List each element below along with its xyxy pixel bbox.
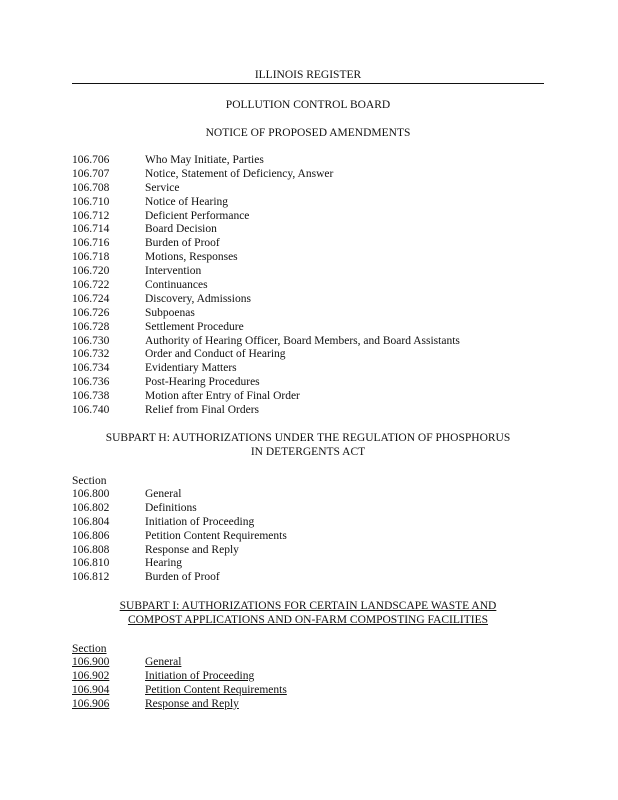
section-number: 106.722 <box>72 279 110 292</box>
section-number: 106.810 <box>72 557 110 570</box>
section-number: 106.726 <box>72 306 110 319</box>
section-title: Notice, Statement of Deficiency, Answer <box>145 167 334 180</box>
section-title: Initiation of Proceeding <box>145 669 255 682</box>
section-number: 106.804 <box>72 515 110 528</box>
section-row <box>72 210 544 224</box>
section-number: 106.802 <box>72 501 110 514</box>
section-title: Continuances <box>145 279 208 292</box>
section-row <box>72 698 544 712</box>
section-title: Definitions <box>145 501 197 514</box>
section-title: Evidentiary Matters <box>145 362 237 375</box>
section-number: 106.806 <box>72 529 110 542</box>
notice-title: NOTICE OF PROPOSED AMENDMENTS <box>205 127 411 139</box>
subpart-i-heading-line1: SUBPART I: AUTHORIZATIONS FOR CERTAIN LANDSCAPE WASTE AND <box>119 600 497 612</box>
section-row <box>72 684 544 698</box>
section-title: Authority of Hearing Officer, Board Members, and Board Assistants <box>145 334 460 347</box>
section-number: 106.730 <box>72 334 110 347</box>
subpart-i-heading-line2: COMPOST APPLICATIONS AND ON-FARM COMPOSTING FACILITIES <box>127 613 489 626</box>
section-row <box>72 168 544 182</box>
subpart-h-heading-line1: SUBPART H: AUTHORIZATIONS UNDER THE REGULATION OF PHOSPHORUS <box>105 432 511 444</box>
subpart-h-section-list <box>72 488 544 585</box>
section-row <box>72 544 544 558</box>
section-number: 106.714 <box>72 223 110 236</box>
section-title: Board Decision <box>145 223 217 236</box>
section-title: General <box>145 488 182 500</box>
section-number: 106.800 <box>72 488 110 500</box>
section-number: 106.902 <box>72 669 110 682</box>
section-row <box>72 279 544 293</box>
agency-name: POLLUTION CONTROL BOARD <box>225 99 391 111</box>
register-title: ILLINOIS REGISTER <box>72 68 544 84</box>
section-title: Relief from Final Orders <box>145 404 260 417</box>
section-row <box>72 390 544 404</box>
section-number: 106.707 <box>72 167 110 180</box>
section-row <box>72 196 544 210</box>
section-title: Response and Reply <box>145 697 239 710</box>
section-row <box>72 488 544 502</box>
section-row <box>72 502 544 516</box>
section-title: Subpoenas <box>145 306 195 319</box>
subpart-h-heading-line2: IN DETERGENTS ACT <box>250 445 366 458</box>
section-number: 106.708 <box>72 181 110 194</box>
section-row <box>72 335 544 349</box>
section-title: Notice of Hearing <box>145 195 229 208</box>
section-row <box>72 362 544 376</box>
section-title: Order and Conduct of Hearing <box>145 348 286 361</box>
subpart-i-heading <box>72 600 544 627</box>
section-row <box>72 516 544 530</box>
section-title: Intervention <box>145 265 202 278</box>
section-row <box>72 557 544 571</box>
subpart-h-section-label: Section <box>72 475 107 487</box>
section-title: Motions, Responses <box>145 251 238 264</box>
section-number: 106.740 <box>72 404 110 417</box>
section-row <box>72 293 544 307</box>
section-title: Burden of Proof <box>145 237 220 250</box>
section-number: 106.718 <box>72 251 110 264</box>
section-row <box>72 376 544 390</box>
section-number: 106.808 <box>72 543 110 556</box>
section-row <box>72 530 544 544</box>
section-number: 106.712 <box>72 209 110 222</box>
section-number: 106.812 <box>72 571 110 584</box>
section-row <box>72 223 544 237</box>
section-number: 106.738 <box>72 390 110 403</box>
section-number: 106.732 <box>72 348 110 361</box>
section-title: Petition Content Requirements <box>145 529 287 542</box>
section-row <box>72 265 544 279</box>
section-number: 106.736 <box>72 376 110 389</box>
section-row <box>72 404 544 418</box>
section-number: 106.904 <box>72 683 110 696</box>
section-row <box>72 656 544 670</box>
section-title: Service <box>145 181 180 194</box>
section-number: 106.728 <box>72 320 110 333</box>
section-row <box>72 571 544 585</box>
section-title: Deficient Performance <box>145 209 250 222</box>
section-row <box>72 251 544 265</box>
subpart-h-heading <box>72 432 544 459</box>
section-title: Hearing <box>145 557 183 570</box>
section-title: Discovery, Admissions <box>145 292 251 305</box>
section-number: 106.734 <box>72 362 110 375</box>
section-row <box>72 307 544 321</box>
section-title: Post-Hearing Procedures <box>145 376 260 389</box>
section-title: Who May Initiate, Parties <box>145 154 264 166</box>
section-row <box>72 321 544 335</box>
section-row <box>72 237 544 251</box>
section-title: Response and Reply <box>145 543 239 556</box>
section-number: 106.706 <box>72 154 110 166</box>
section-number: 106.710 <box>72 195 110 208</box>
section-number: 106.716 <box>72 237 110 250</box>
section-title: Motion after Entry of Final Order <box>145 390 300 403</box>
section-row <box>72 670 544 684</box>
section-row <box>72 154 544 168</box>
section-title: Initiation of Proceeding <box>145 515 255 528</box>
section-title: Burden of Proof <box>145 571 220 584</box>
section-number: 106.724 <box>72 292 110 305</box>
section-number: 106.720 <box>72 265 110 278</box>
section-title: General <box>145 656 182 668</box>
section-row <box>72 182 544 196</box>
section-title: Settlement Procedure <box>145 320 244 333</box>
section-title: Petition Content Requirements <box>145 683 287 696</box>
section-number: 106.900 <box>72 656 110 668</box>
subpart-i-section-label: Section <box>72 643 107 655</box>
subpart-i-section-list <box>72 656 544 712</box>
section-number: 106.906 <box>72 697 110 710</box>
subpart-g-section-list <box>72 154 544 418</box>
section-row <box>72 348 544 362</box>
